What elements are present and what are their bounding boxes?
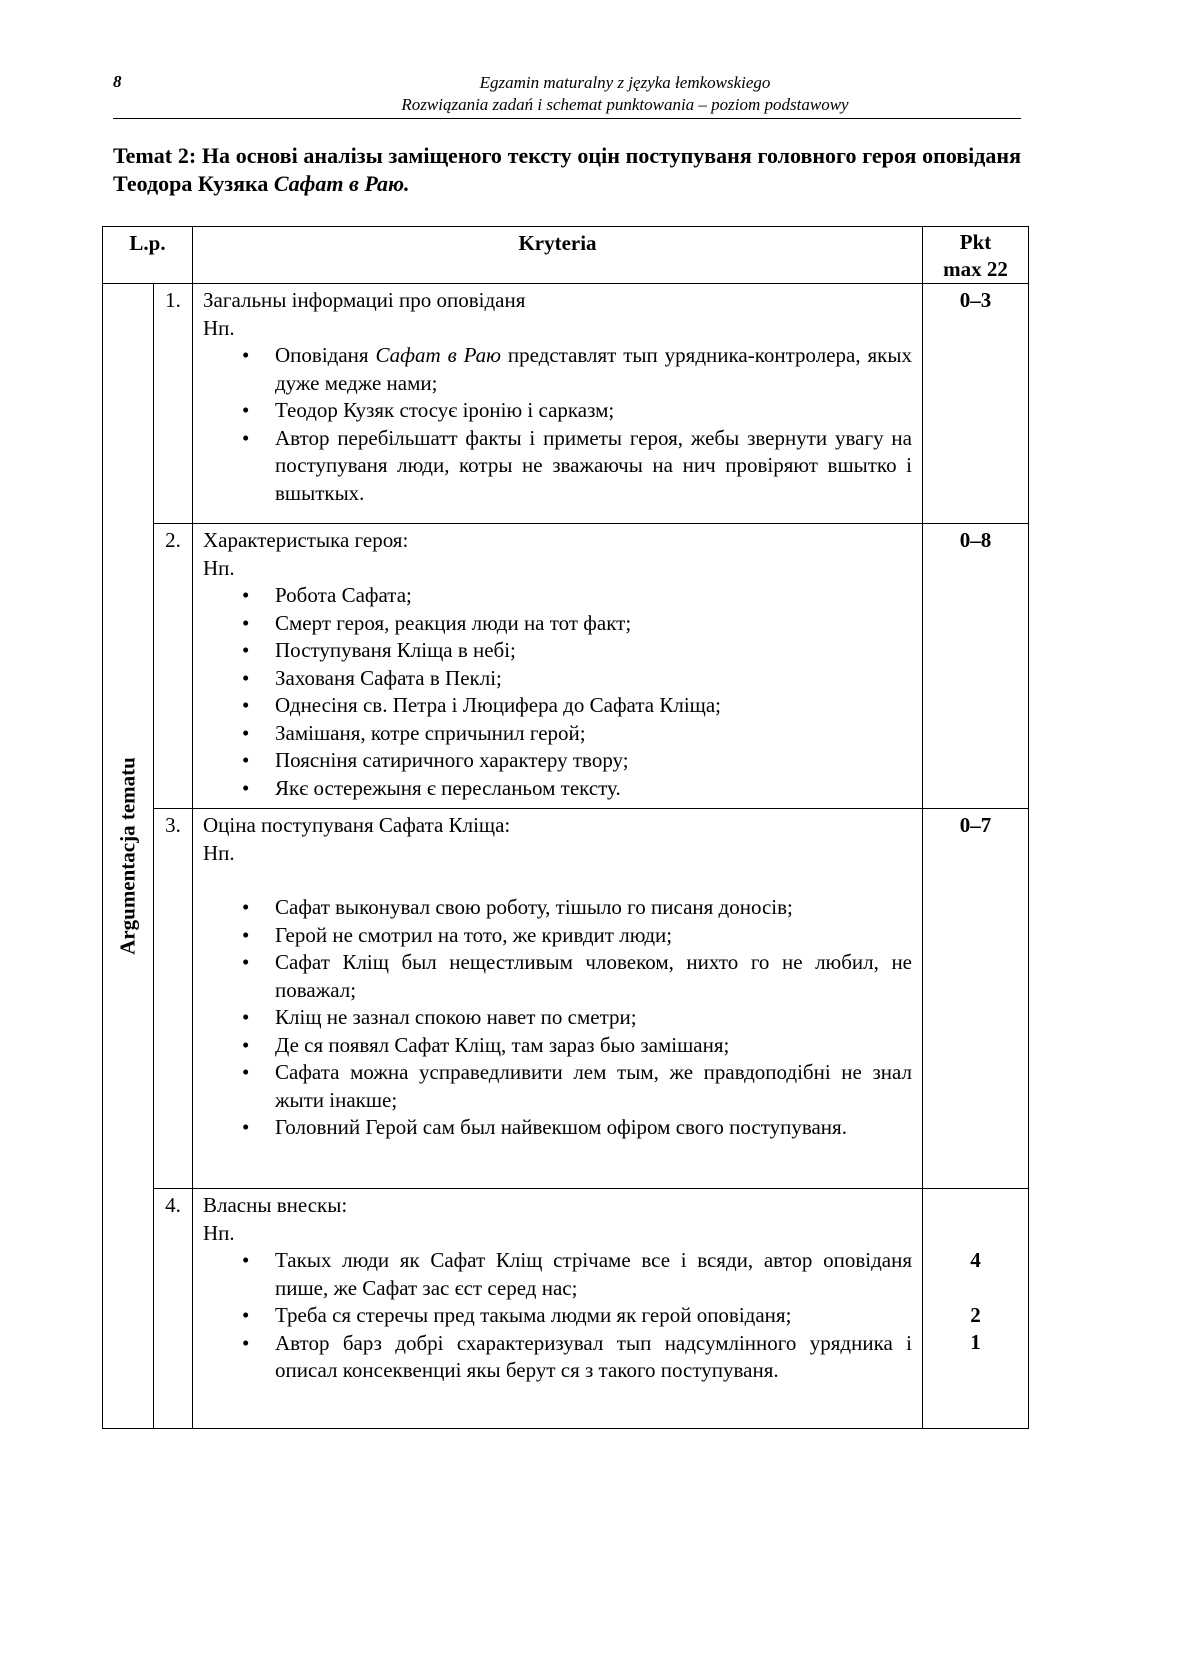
list-item: • Треба ся стеречы пред такыма людми як герой оповіданя;	[275, 1302, 912, 1330]
criteria-np: Нп.	[203, 840, 235, 865]
list-item: • Кліщ не зазнал спокою навет по сметри;	[275, 1004, 912, 1032]
points-value: 2	[970, 1303, 981, 1327]
header-line-2: Rozwiązania zadań i schemat punktowania – poziom podstawowy	[401, 95, 849, 114]
list-item: • Сафата можна усправедливити лем тым, же правдоподібні не знал жыти інакше;	[275, 1059, 912, 1114]
list-item: • Оповіданя Сафат в Раю представлят тып урядника-контролера, якых дуже медже нами;	[275, 342, 912, 397]
criteria-np: Нп.	[203, 315, 235, 340]
topic-story-title: Сафат в Раю.	[273, 171, 410, 196]
list-item: • Сафат Кліщ был нещестливым чловеком, нихто го не любил, не поважал;	[275, 949, 912, 1004]
list-item: • Сафат выконувал свою роботу, тішыло го писаня доносів;	[275, 894, 912, 922]
row-number: 1.	[154, 284, 193, 524]
header-line-1: Egzamin maturalny z języka łemkowskiego	[479, 73, 771, 92]
criteria-title: Власны внескы:	[203, 1193, 348, 1217]
points-cell: 0–8	[923, 524, 1029, 809]
criteria-np: Нп.	[203, 1220, 235, 1245]
criteria-table	[102, 226, 1029, 1429]
list-item: • Поступуваня Кліща в небі;	[275, 637, 912, 665]
criteria-list	[203, 342, 912, 507]
list-item: • Автор барз добрі схарактеризувал тып надсумлінного урядника і описал консеквенциі якы берут ся з такого поступуваня.	[275, 1330, 912, 1385]
list-item: • Теодор Кузяк стосує іронію і сарказм;	[275, 397, 912, 425]
header-lp: L.p.	[103, 227, 193, 284]
list-item: • Головний Герой сам был найвекшом офіром свого поступуваня.	[275, 1114, 912, 1142]
header-kryteria: Kryteria	[193, 227, 923, 284]
criteria-cell	[193, 524, 923, 809]
list-item: • Замішаня, котре спричынил герой;	[275, 720, 912, 748]
table-header-row	[103, 227, 1029, 284]
topic-heading	[113, 142, 1021, 198]
list-item: • Поясніня сатиричного характеру твору;	[275, 747, 912, 775]
side-label: Argumentacja tematu	[115, 757, 140, 955]
points-cell: 0–3	[923, 284, 1029, 524]
list-item: • Автор перебільшатт факты і приметы героя, жебы звернути увагу на поступуваня люди, котры не зважаючы на нич провіряют вшытко і вшыткых.	[275, 425, 912, 508]
header-pkt-line2: max 22	[943, 257, 1008, 281]
criteria-title: Загальны інформациі про оповіданя	[203, 288, 526, 312]
table-row	[103, 1189, 1029, 1429]
criteria-title: Характеристыка героя:	[203, 528, 409, 552]
points-cell: 0–7	[923, 809, 1029, 1189]
criteria-np: Нп.	[203, 555, 235, 580]
header-pkt	[923, 227, 1029, 284]
story-title-inline: Сафат в Раю	[375, 343, 501, 367]
criteria-list	[203, 582, 912, 802]
table-row	[103, 524, 1029, 809]
list-item: • Робота Сафата;	[275, 582, 912, 610]
list-item: • Однесіня св. Петра і Люцифера до Сафата Кліща;	[275, 692, 912, 720]
table-row	[103, 809, 1029, 1189]
list-item: • Смерт героя, реакция люди на тот факт;	[275, 610, 912, 638]
criteria-list	[203, 1247, 912, 1385]
criteria-cell	[193, 284, 923, 524]
list-item: • Такых люди як Сафат Кліщ стрічаме все і всяди, автор оповіданя пише, же Сафат зас єст серед нас;	[275, 1247, 912, 1302]
criteria-cell	[193, 1189, 923, 1429]
points-cell	[923, 1189, 1029, 1429]
topic-text: Temat 2: На основі аналізы заміщеного тексту оцін поступуваня головного героя оповіданя Теодора Кузяка	[113, 143, 1021, 196]
list-item: • Захованя Сафата в Пеклі;	[275, 665, 912, 693]
points-value: 1	[970, 1330, 981, 1354]
page-number: 8	[113, 72, 122, 91]
criteria-list	[203, 894, 912, 1142]
header-rule	[113, 118, 1021, 119]
header-pkt-line1: Pkt	[959, 230, 992, 254]
row-number: 3.	[154, 809, 193, 1189]
list-item: • Якє остережыня є пересланьом тексту.	[275, 775, 912, 803]
list-item: • Де ся появял Сафат Кліщ, там зараз быо замішаня;	[275, 1032, 912, 1060]
row-number: 4.	[154, 1189, 193, 1429]
running-header	[210, 72, 1040, 116]
table-row	[103, 284, 1029, 524]
criteria-cell	[193, 809, 923, 1189]
criteria-title: Оціна поступуваня Сафата Кліща:	[203, 813, 511, 837]
list-item: • Герой не смотрил на тото, же кривдит люди;	[275, 922, 912, 950]
row-number: 2.	[154, 524, 193, 809]
spacer	[203, 867, 912, 894]
side-label-cell	[103, 284, 154, 1429]
points-value: 4	[970, 1248, 981, 1272]
